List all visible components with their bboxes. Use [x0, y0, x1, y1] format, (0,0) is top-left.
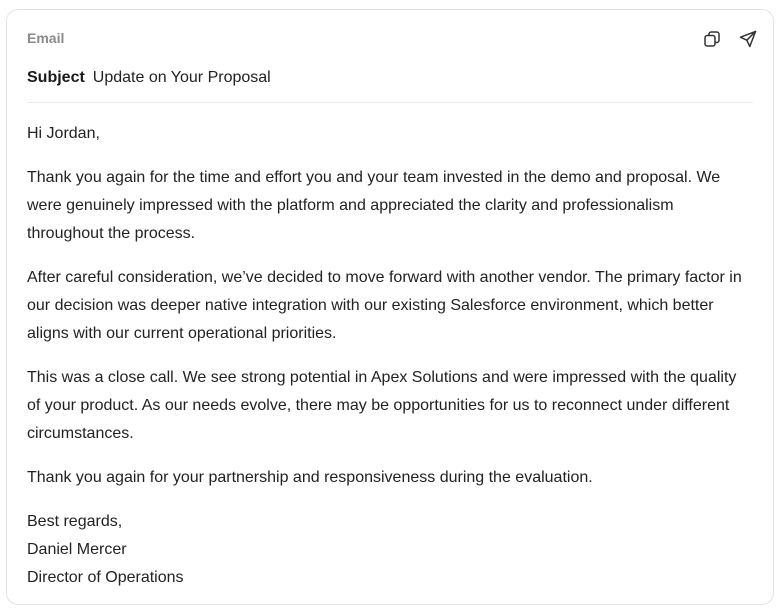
subject-value[interactable]: Update on Your Proposal — [92, 69, 271, 86]
signer-name: Daniel Mercer — [27, 541, 127, 558]
signer-title: Director of Operations — [27, 569, 184, 586]
divider — [27, 102, 753, 103]
copy-icon — [703, 30, 721, 48]
copy-button[interactable] — [701, 28, 723, 50]
signature — [27, 508, 747, 592]
subject-label: Subject — [27, 69, 85, 86]
card-label: Email — [27, 30, 65, 46]
send-icon — [739, 30, 757, 48]
card-actions — [701, 28, 759, 50]
greeting: Hi Jordan, — [27, 125, 100, 142]
subject-row — [27, 69, 271, 87]
body-paragraph: After careful consideration, we’ve decided to move forward with another vendor. The primary factor in our decision was deeper native integration with our existing Salesforce environment, which better aligns with our current operational priorities. — [27, 269, 742, 342]
email-body[interactable] — [27, 120, 747, 592]
body-paragraph: Thank you again for the time and effort you and your team invested in the demo and proposal. We were genuinely impressed with the platform and appreciated the clarity and professionalism throughout the process. — [27, 169, 721, 242]
email-card — [6, 9, 774, 605]
signoff: Best regards, — [27, 513, 123, 530]
send-button[interactable] — [737, 28, 759, 50]
body-paragraph: Thank you again for your partnership and responsiveness during the evaluation. — [27, 469, 593, 486]
body-paragraph: This was a close call. We see strong potential in Apex Solutions and were impressed with the quality of your product. As our needs evolve, there may be opportunities for us to reconnect under different circumstances. — [27, 369, 737, 442]
